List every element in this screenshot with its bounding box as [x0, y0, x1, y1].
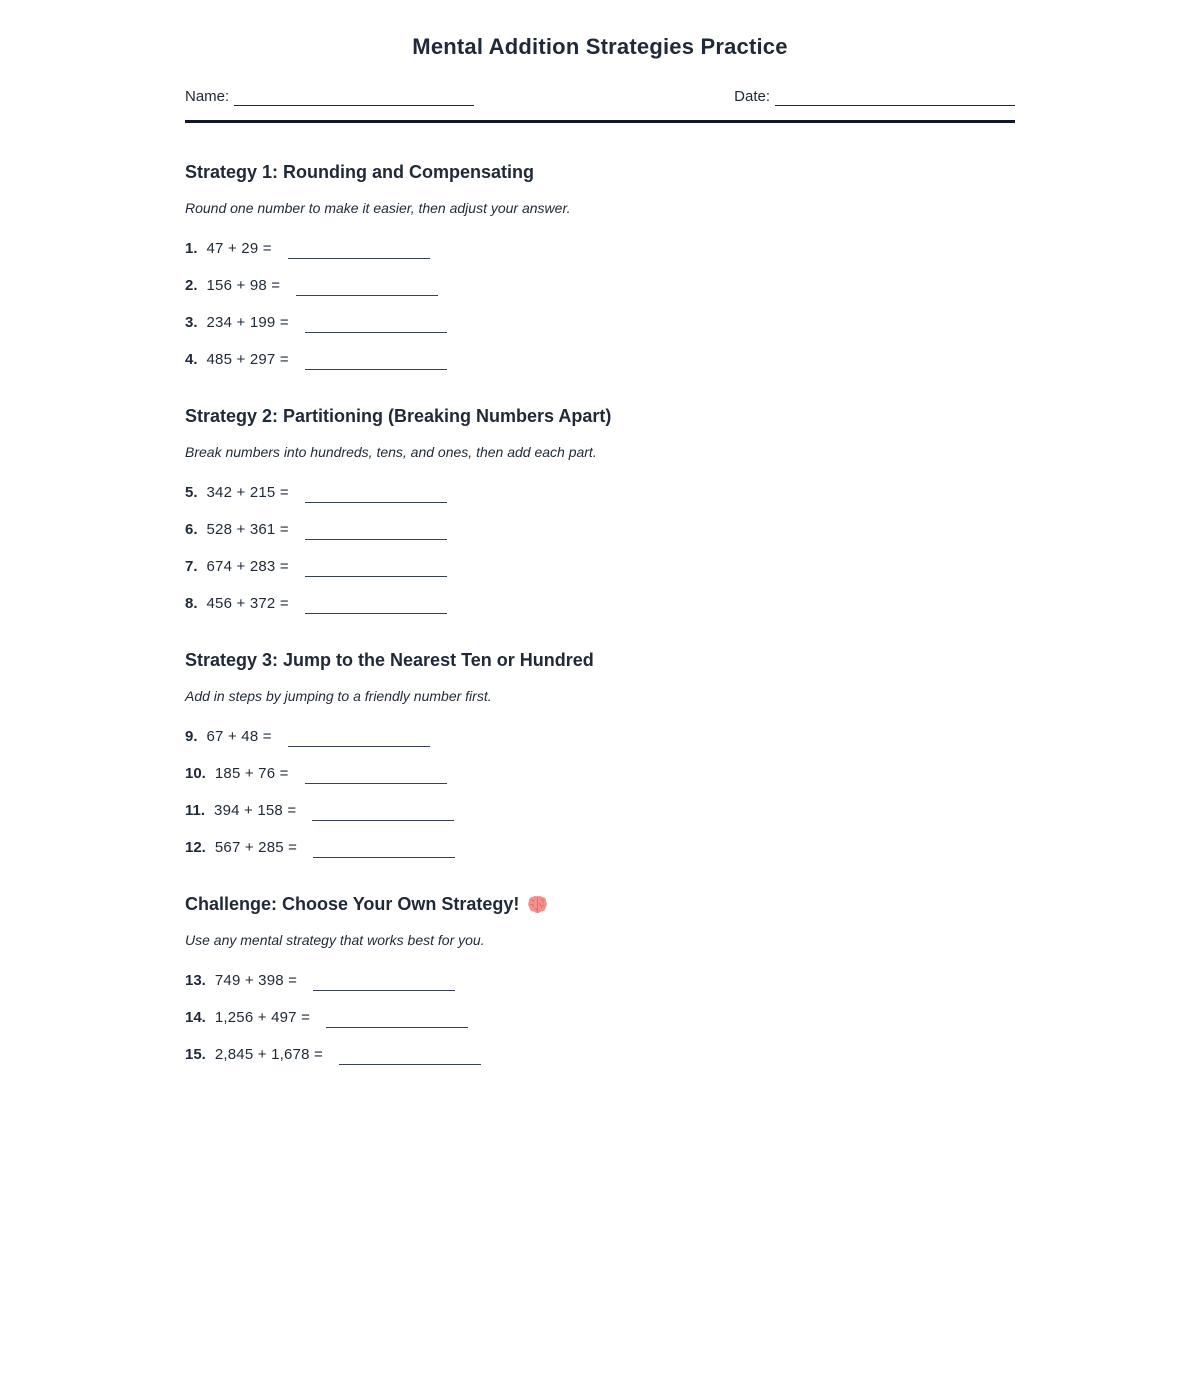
question-expression: 749 + 398 = [214, 972, 298, 989]
question-list [185, 972, 1015, 1062]
question-row [185, 1009, 1015, 1025]
question-number: 11. [185, 802, 206, 819]
section-heading [185, 406, 1015, 427]
question-number: 14. [185, 1009, 206, 1026]
page-title: Mental Addition Strategies Practice [412, 34, 788, 59]
question-expression: 485 + 297 = [206, 351, 289, 368]
question-row [185, 839, 1015, 855]
date-field-group [734, 88, 1015, 106]
question-expression: 1,256 + 497 = [214, 1009, 311, 1026]
header-divider [185, 120, 1015, 123]
question-number: 12. [185, 839, 206, 856]
strategy-section [185, 406, 1015, 611]
question-number: 9. [185, 728, 198, 745]
question-expression: 185 + 76 = [214, 765, 289, 782]
question-number: 6. [185, 521, 198, 538]
section-instruction: Use any mental strategy that works best for you. [185, 932, 485, 948]
section-instruction: Round one number to make it easier, then adjust your answer. [185, 200, 571, 216]
question-expression: 234 + 199 = [206, 314, 289, 331]
question-row [185, 595, 1015, 611]
name-label: Name: [185, 88, 230, 105]
question-row [185, 972, 1015, 988]
question-row [185, 240, 1015, 256]
question-row [185, 558, 1015, 574]
answer-blank [288, 735, 430, 747]
strategy-section [185, 650, 1015, 855]
name-blank-line [234, 92, 474, 106]
answer-blank [305, 565, 447, 577]
question-row [185, 765, 1015, 781]
question-expression: 156 + 98 = [206, 277, 281, 294]
section-heading [185, 162, 1015, 183]
answer-blank [305, 358, 447, 370]
worksheet-body [185, 162, 1015, 1062]
question-number: 10. [185, 765, 206, 782]
question-list [185, 728, 1015, 855]
question-number: 1. [185, 240, 198, 257]
section-heading [185, 894, 1015, 915]
question-list [185, 484, 1015, 611]
question-row [185, 728, 1015, 744]
brain-icon [527, 895, 548, 914]
section-heading-text: Challenge: Choose Your Own Strategy! [185, 894, 520, 914]
question-list [185, 240, 1015, 367]
question-number: 8. [185, 595, 198, 612]
worksheet-page [185, 0, 1015, 1062]
section-heading-text: Strategy 3: Jump to the Nearest Ten or Hundred [185, 650, 594, 670]
question-expression: 342 + 215 = [206, 484, 289, 501]
question-number: 5. [185, 484, 198, 501]
name-field-group [185, 88, 474, 106]
question-number: 7. [185, 558, 198, 575]
answer-blank [339, 1053, 481, 1065]
question-expression: 567 + 285 = [214, 839, 298, 856]
section-instruction: Add in steps by jumping to a friendly number first. [185, 688, 492, 704]
answer-blank [326, 1016, 468, 1028]
question-expression: 47 + 29 = [206, 240, 272, 257]
section-heading-text: Strategy 1: Rounding and Compensating [185, 162, 535, 182]
question-expression: 2,845 + 1,678 = [214, 1046, 323, 1063]
question-row [185, 314, 1015, 330]
answer-blank [313, 979, 455, 991]
strategy-section [185, 162, 1015, 367]
question-number: 4. [185, 351, 198, 368]
question-row [185, 802, 1015, 818]
question-row [185, 484, 1015, 500]
question-expression: 528 + 361 = [206, 521, 289, 538]
question-expression: 674 + 283 = [206, 558, 289, 575]
answer-blank [305, 772, 447, 784]
question-expression: 67 + 48 = [206, 728, 272, 745]
answer-blank [305, 602, 447, 614]
question-row [185, 521, 1015, 537]
section-heading [185, 650, 1015, 671]
question-expression: 456 + 372 = [206, 595, 289, 612]
name-date-row [185, 88, 1015, 106]
answer-blank [296, 284, 438, 296]
answer-blank [312, 809, 454, 821]
date-blank-line [775, 92, 1015, 106]
date-label: Date: [734, 88, 770, 105]
answer-blank [288, 247, 430, 259]
question-row [185, 277, 1015, 293]
section-heading-text: Strategy 2: Partitioning (Breaking Numbers Apart) [185, 406, 612, 426]
question-number: 15. [185, 1046, 206, 1063]
answer-blank [305, 321, 447, 333]
answer-blank [313, 846, 455, 858]
answer-blank [305, 528, 447, 540]
question-row [185, 351, 1015, 367]
answer-blank [305, 491, 447, 503]
question-row [185, 1046, 1015, 1062]
question-number: 13. [185, 972, 206, 989]
section-instruction: Break numbers into hundreds, tens, and ones, then add each part. [185, 444, 597, 460]
question-number: 3. [185, 314, 198, 331]
question-expression: 394 + 158 = [214, 802, 297, 819]
question-number: 2. [185, 277, 198, 294]
strategy-section [185, 894, 1015, 1062]
